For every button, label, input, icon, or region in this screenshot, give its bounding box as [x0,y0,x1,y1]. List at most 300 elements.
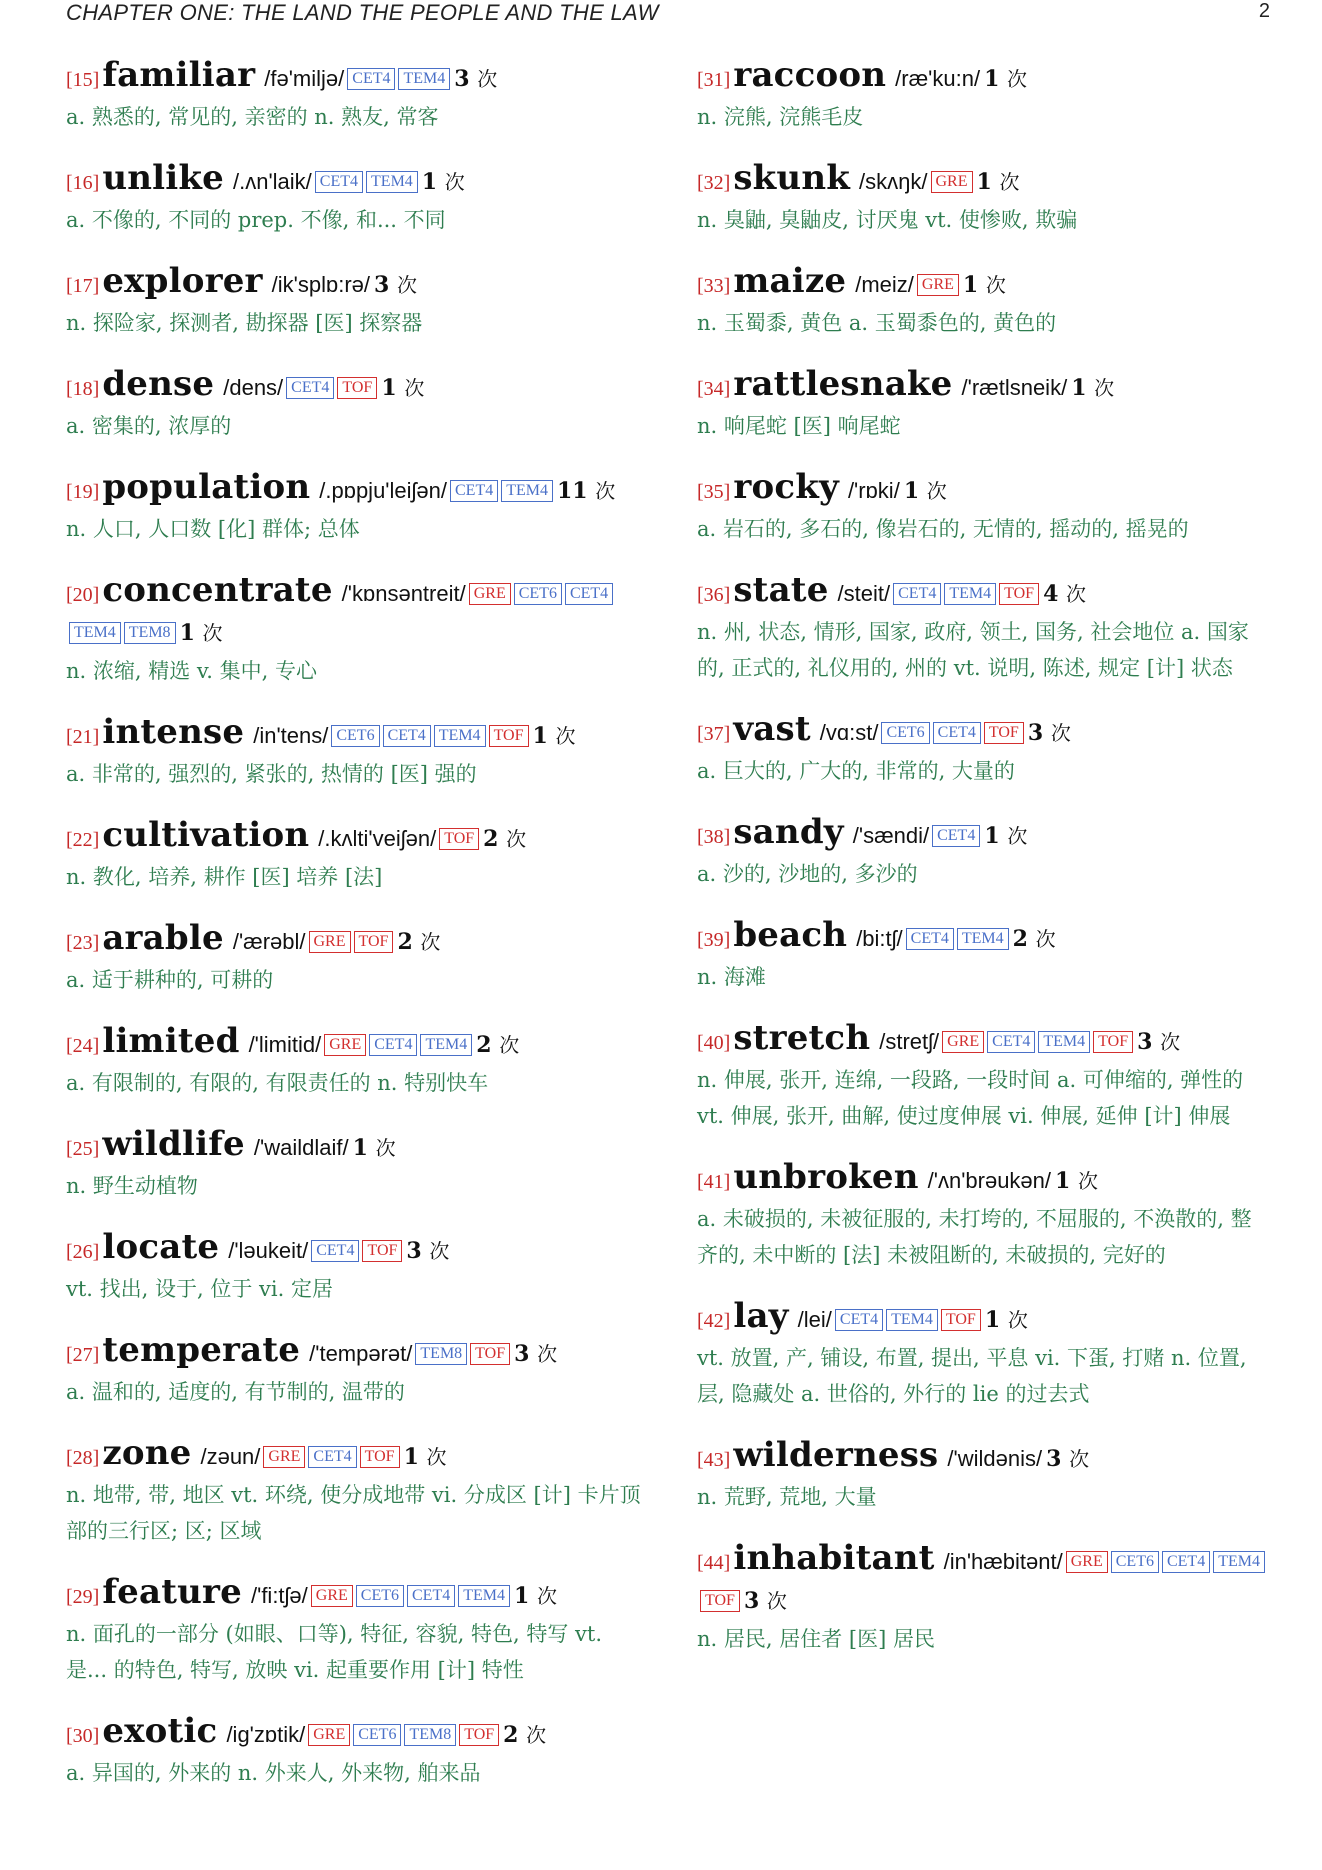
frequency-count [533,723,576,749]
entry-number: [40] [697,1032,731,1054]
frequency-count [985,1307,1028,1333]
definition: n. 居民, 居住者 [医] 居民 [697,1627,935,1651]
phonetic: /'kɒnsəntreit/ [341,581,466,606]
frequency-count [454,66,497,92]
count-unit: 次 [766,1589,787,1613]
count-number: 3 [743,1588,760,1614]
phonetic: /'fi:tʃə/ [251,1583,308,1608]
left-column [66,56,646,1791]
headword: population [102,467,311,507]
exam-tag-badge: TEM4 [434,725,486,747]
count-unit: 次 [595,479,616,503]
frequency-count [514,1583,557,1609]
entry-number: [42] [697,1310,731,1332]
exam-tag-badge: GRE [942,1031,984,1053]
headword: sandy [733,812,844,852]
entry-headline [66,1228,646,1271]
frequency-count [404,1444,447,1470]
headword: beach [733,915,848,955]
phonetic: /ig'zɒtik/ [226,1722,306,1747]
exam-tag-badge: TOF [1093,1031,1133,1053]
entry-headline [66,919,646,962]
frequency-count [503,1722,546,1748]
frequency-count [381,375,424,401]
definition: n. 探险家, 探测者, 勘探器 [医] 探察器 [66,311,423,335]
vocab-entry [697,710,1271,789]
entry-headline [697,1297,1271,1340]
count-unit: 次 [375,1136,396,1160]
phonetic: /lei/ [797,1307,832,1332]
vocab-entry [697,1158,1271,1273]
headword: intense [102,712,245,752]
phonetic: /ræ'ku:n/ [895,66,981,91]
exam-tag-badge: CET4 [835,1309,883,1331]
vocab-entry [697,262,1271,341]
headword: rattlesnake [733,364,953,404]
count-unit: 次 [1007,824,1028,848]
entry-number: [19] [66,481,100,503]
headword: temperate [102,1330,301,1370]
vocab-entry [66,1434,646,1549]
exam-tag-badge: TOF [941,1309,981,1331]
vocab-entry [66,1125,646,1204]
exam-tag-badge: TOF [362,1240,402,1262]
entry-headline [66,468,646,511]
entry-number: [36] [697,584,731,606]
definition: vt. 找出, 设于, 位于 vi. 定居 [66,1277,333,1301]
definition: a. 适于耕种的, 可耕的 [66,968,274,992]
count-number: 2 [483,826,499,852]
entry-headline [66,262,646,305]
frequency-count [353,1135,396,1161]
phonetic: /'rɒki/ [847,478,900,503]
entry-headline [66,1022,646,1065]
entry-number: [35] [697,481,731,503]
exam-tag-badge: CET6 [1111,1551,1159,1573]
entry-number: [28] [66,1447,100,1469]
entry-headline [697,813,1271,856]
exam-tag-badge: CET4 [286,377,334,399]
headword: zone [102,1433,192,1473]
count-number: 3 [1137,1029,1153,1055]
count-unit: 次 [1050,721,1071,745]
headword: maize [733,261,847,301]
count-unit: 次 [477,67,498,91]
phonetic: /vɑ:st/ [819,720,879,745]
entry-number: [27] [66,1344,100,1366]
entry-headline [697,1436,1271,1479]
count-unit: 次 [506,827,527,851]
exam-tag-badge: TEM8 [124,622,176,644]
frequency-count [406,1238,449,1264]
headword: vast [733,709,811,749]
vocab-entry [66,1022,646,1101]
headword: wilderness [733,1435,939,1475]
count-number: 1 [179,620,195,646]
count-number: 3 [514,1341,530,1367]
phonetic: /'waildlaif/ [253,1135,349,1160]
exam-tag-badge: CET6 [514,583,562,605]
exam-tag-badge: CET4 [906,928,954,950]
exam-tag-badge: TOF [700,1590,740,1612]
headword: wildlife [102,1124,245,1164]
headword: explorer [102,261,263,301]
vocab-entry [66,1331,646,1410]
exam-tag-badge: GRE [309,931,351,953]
entry-headline [66,159,646,202]
definition: a. 非常的, 强烈的, 紧张的, 热情的 [医] 强的 [66,762,477,786]
phonetic: /'rætlsneik/ [961,375,1068,400]
exam-tag-badge: CET6 [331,725,379,747]
vocab-entry [66,1573,646,1688]
count-unit: 次 [426,1445,447,1469]
entry-number: [25] [66,1138,100,1160]
entry-number: [30] [66,1725,100,1747]
definition: vt. 放置, 产, 铺设, 布置, 提出, 平息 vi. 下蛋, 打赌 n. 位置, 层, 隐藏处 a. 世俗的, 外行的 lie 的过去式 [697,1346,1247,1406]
frequency-count [1028,720,1071,746]
frequency-count [1055,1168,1098,1194]
exam-tag-badge: GRE [1066,1551,1108,1573]
headword: locate [102,1227,220,1267]
phonetic: /steit/ [837,581,891,606]
count-number: 3 [1027,720,1044,746]
count-number: 2 [1012,926,1028,952]
count-unit: 次 [202,621,223,645]
count-unit: 次 [999,170,1020,194]
count-unit: 次 [526,1723,547,1747]
exam-tag-badge: GRE [311,1585,353,1607]
count-number: 3 [406,1238,422,1264]
definition: a. 未破损的, 未被征服的, 未打垮的, 不屈服的, 不涣散的, 整齐的, 未中断的 [法] 未被阻断的, 未破损的, 完好的 [697,1207,1252,1267]
vocab-entry [697,813,1271,892]
definition: n. 面孔的一部分 (如眼、口等), 特征, 容貌, 特色, 特写 vt. 是... 的特色, 特写, 放映 vi. 起重要作用 [计] 特性 [66,1622,602,1682]
entry-number: [20] [66,584,100,606]
count-unit: 次 [555,724,576,748]
vocab-entry [66,919,646,998]
phonetic: /'limitid/ [248,1032,322,1057]
headword: exotic [102,1711,218,1751]
count-unit: 次 [1078,1169,1099,1193]
exam-tag-badge: TOF [489,725,529,747]
count-number: 1 [421,169,438,195]
frequency-count [1137,1029,1180,1055]
exam-tag-badge: CET4 [308,1446,356,1468]
exam-tag-badge: GRE [324,1034,366,1056]
exam-tag-badge: CET6 [881,722,929,744]
headword: inhabitant [733,1538,935,1578]
entry-headline [697,571,1271,614]
definition: a. 温和的, 适度的, 有节制的, 温带的 [66,1380,405,1404]
exam-tag-badge: TEM4 [1213,1551,1265,1573]
definition: a. 沙的, 沙地的, 多沙的 [697,862,918,886]
count-unit: 次 [536,1584,557,1608]
phonetic: /skʌŋk/ [859,169,928,194]
exam-tag-badge: CET4 [311,1240,359,1262]
exam-tag-badge: CET4 [933,722,981,744]
count-number: 1 [381,375,397,401]
exam-tag-badge: GRE [308,1724,350,1746]
definition: a. 熟悉的, 常见的, 亲密的 n. 熟友, 常客 [66,105,439,129]
phonetic: /'sændi/ [852,823,930,848]
exam-tag-badge: TOF [354,931,394,953]
count-number: 1 [1071,375,1087,401]
count-unit: 次 [404,376,425,400]
definition: a. 有限制的, 有限的, 有限责任的 n. 特别快车 [66,1071,489,1095]
frequency-count [984,66,1027,92]
count-unit: 次 [444,170,465,194]
definition: a. 不像的, 不同的 prep. 不像, 和... 不同 [66,208,446,232]
entry-headline [66,713,646,756]
vocab-entry [697,1297,1271,1412]
frequency-count [483,826,526,852]
definition: a. 岩石的, 多石的, 像岩石的, 无情的, 摇动的, 摇晃的 [697,517,1189,541]
headword: unlike [102,158,224,198]
entry-headline [697,1158,1271,1201]
exam-tag-badge: CET4 [407,1585,455,1607]
count-unit: 次 [1069,1447,1090,1471]
vocab-entry [66,713,646,792]
phonetic: /'tempərət/ [309,1341,413,1366]
entry-headline [697,468,1271,511]
count-unit: 次 [1007,67,1028,91]
headword: familiar [102,55,256,95]
definition: a. 异国的, 外来的 n. 外来人, 外来物, 舶来品 [66,1761,481,1785]
count-number: 1 [352,1135,368,1161]
entry-number: [16] [66,172,100,194]
count-unit: 次 [397,273,417,297]
count-number: 4 [1043,581,1059,607]
exam-tag-badge: TEM8 [415,1343,467,1365]
entry-headline [66,1331,646,1374]
definition: n. 州, 状态, 情形, 国家, 政府, 领土, 国务, 社会地位 a. 国家的, 正式的, 礼仪用的, 州的 vt. 说明, 陈述, 规定 [计] 状态 [697,620,1249,680]
headword: skunk [733,158,851,198]
vocab-entry [697,1436,1271,1515]
entry-number: [33] [697,275,731,297]
page-number: 2 [1258,0,1270,22]
count-unit: 次 [1035,927,1056,951]
count-unit: 次 [429,1239,450,1263]
headword: dense [102,364,215,404]
entry-number: [23] [66,932,100,954]
phonetic: /fə'miljə/ [264,66,345,91]
exam-tag-badge: TOF [360,1446,400,1468]
count-number: 1 [984,66,1000,92]
headword: limited [102,1021,240,1061]
definition: n. 教化, 培养, 耕作 [医] 培养 [法] [66,865,383,889]
headword: raccoon [733,55,887,95]
headword: state [733,570,829,610]
phonetic: /in'hæbitənt/ [943,1549,1063,1574]
exam-tag-badge: CET4 [987,1031,1035,1053]
entry-headline [697,1019,1271,1062]
frequency-count [1043,581,1086,607]
vocab-entry [697,916,1271,995]
count-number: 3 [454,66,470,92]
vocab-entry [66,816,646,895]
definition: n. 浓缩, 精选 v. 集中, 专心 [66,659,317,683]
entry-number: [17] [66,275,100,297]
entry-number: [34] [697,378,731,400]
phonetic: /.ʌn'laik/ [233,169,312,194]
exam-tag-badge: CET4 [1162,1551,1210,1573]
phonetic: /'ləukeit/ [228,1238,309,1263]
entry-number: [29] [66,1586,100,1608]
exam-tag-badge: CET4 [369,1034,417,1056]
count-unit: 次 [499,1033,520,1057]
count-number: 1 [532,723,548,749]
exam-tag-badge: GRE [263,1446,305,1468]
count-number: 2 [476,1032,492,1058]
entry-headline [66,1712,646,1755]
entry-headline [697,56,1271,99]
exam-tag-badge: GRE [469,583,511,605]
exam-tag-badge: CET4 [450,480,498,502]
phonetic: /.pɒpju'leiʃən/ [319,478,447,503]
vocab-entry [697,571,1271,686]
headword: unbroken [733,1157,919,1197]
count-number: 1 [962,272,979,298]
frequency-count [904,478,947,504]
exam-tag-badge: TEM4 [957,928,1009,950]
count-unit: 次 [1066,582,1087,606]
exam-tag-badge: CET4 [565,583,613,605]
vocab-entry [66,262,646,341]
exam-tag-badge: TEM4 [1038,1031,1090,1053]
exam-tag-badge: TEM4 [944,583,996,605]
entry-number: [18] [66,378,100,400]
entry-headline [66,571,646,653]
exam-tag-badge: TEM4 [366,171,418,193]
count-number: 1 [976,169,992,195]
frequency-count [1071,375,1114,401]
page-header [66,0,1270,30]
count-number: 2 [503,1722,519,1748]
count-number: 1 [903,478,920,504]
entry-number: [15] [66,69,100,91]
count-number: 1 [1055,1168,1071,1194]
headword: arable [102,918,224,958]
exam-tag-badge: CET4 [315,171,363,193]
vocab-entry [66,56,646,135]
vocab-entry [697,159,1271,238]
frequency-count [984,823,1027,849]
count-unit: 次 [926,479,947,503]
headword: stretch [733,1018,871,1058]
count-unit: 次 [1094,376,1115,400]
exam-tag-badge: CET6 [356,1585,404,1607]
exam-tag-badge: GRE [917,274,959,296]
definition: n. 荒野, 荒地, 大量 [697,1485,877,1509]
definition: n. 伸展, 张开, 连绵, 一段路, 一段时间 a. 可伸缩的, 弹性的 vt. 伸展, 张开, 曲解, 使过度伸展 vi. 伸展, 延伸 [计] 伸展 [697,1068,1244,1128]
frequency-count [476,1032,519,1058]
exam-tag-badge: TEM4 [886,1309,938,1331]
exam-tag-badge: TEM4 [398,68,450,90]
entry-headline [66,365,646,408]
phonetic: /'ærəbl/ [232,929,306,954]
definition: a. 密集的, 浓厚的 [66,414,232,438]
entry-headline [66,1125,646,1168]
definition: n. 地带, 带, 地区 vt. 环绕, 使分成地带 vi. 分成区 [计] 卡片顶部的三行区; 区; 区域 [66,1483,641,1543]
entry-headline [66,1434,646,1477]
exam-tag-badge: TOF [439,828,479,850]
count-number: 3 [374,272,390,298]
phonetic: /zəun/ [200,1444,261,1469]
headword: concentrate [102,570,333,610]
headword: cultivation [102,815,310,855]
entry-number: [21] [66,726,100,748]
definition: n. 响尾蛇 [医] 响尾蛇 [697,414,901,438]
count-number: 1 [514,1583,530,1609]
chapter-title: CHAPTER ONE: THE LAND THE PEOPLE AND THE LAW [66,0,659,25]
entry-number: [24] [66,1035,100,1057]
definition: n. 海滩 [697,965,766,989]
entry-headline [66,1573,646,1616]
count-number: 11 [557,478,588,504]
phonetic: /dens/ [223,375,284,400]
entry-number: [37] [697,723,731,745]
frequency-count [397,929,440,955]
definition: a. 巨大的, 广大的, 非常的, 大量的 [697,759,1015,783]
count-number: 1 [984,1307,1001,1333]
frequency-count [557,478,615,504]
frequency-count [180,620,223,646]
exam-tag-badge: TEM8 [404,1724,456,1746]
headword: lay [733,1296,789,1336]
frequency-count [977,169,1020,195]
definition: n. 臭鼬, 臭鼬皮, 讨厌鬼 vt. 使惨败, 欺骗 [697,208,1078,232]
entry-number: [32] [697,172,731,194]
exam-tag-badge: CET4 [932,825,980,847]
entry-headline [697,365,1271,408]
count-number: 1 [403,1444,419,1470]
vocab-entry [66,365,646,444]
frequency-count [963,272,1006,298]
exam-tag-badge: CET4 [383,725,431,747]
definition: n. 玉蜀黍, 黄色 a. 玉蜀黍色的, 黄色的 [697,311,1057,335]
exam-tag-badge: CET6 [353,1724,401,1746]
entry-number: [39] [697,929,731,951]
vocab-entry [697,1019,1271,1134]
phonetic: /'wildənis/ [947,1446,1043,1471]
count-unit: 次 [537,1342,558,1366]
vocab-entry [697,468,1271,547]
exam-tag-badge: TEM4 [69,622,121,644]
entry-headline [697,262,1271,305]
headword: feature [102,1572,242,1612]
entry-number: [38] [697,826,731,848]
entry-number: [41] [697,1171,731,1193]
vocab-entry [66,571,646,689]
vocab-entry [66,468,646,547]
frequency-count [374,272,417,298]
count-number: 1 [984,823,1000,849]
entry-number: [31] [697,69,731,91]
count-unit: 次 [1007,1308,1028,1332]
definition: n. 野生动植物 [66,1174,198,1198]
exam-tag-badge: TOF [999,583,1039,605]
phonetic: /ik'splɒ:rə/ [271,272,371,297]
exam-tag-badge: TEM4 [501,480,553,502]
headword: rocky [733,467,839,507]
definition: n. 浣熊, 浣熊毛皮 [697,105,864,129]
exam-tag-badge: TOF [470,1343,510,1365]
entry-number: [44] [697,1552,731,1574]
count-unit: 次 [420,930,441,954]
entry-number: [22] [66,829,100,851]
entry-headline [697,159,1271,202]
count-unit: 次 [1160,1030,1181,1054]
exam-tag-badge: TEM4 [458,1585,510,1607]
